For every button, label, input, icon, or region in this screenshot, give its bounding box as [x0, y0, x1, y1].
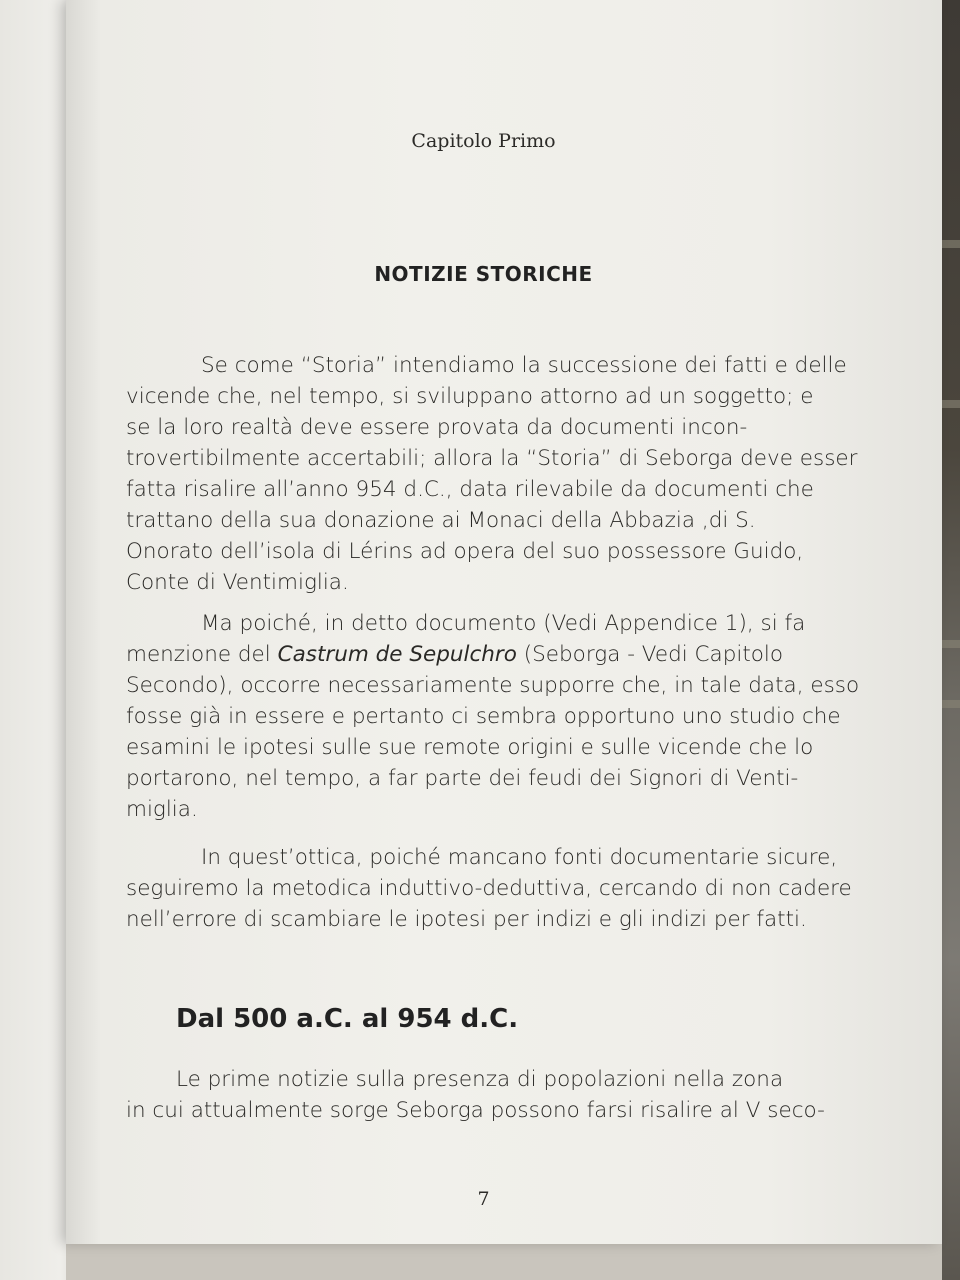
text-line: fatta risalire all’anno 954 d.C., data rilevabile da documenti che [126, 477, 814, 502]
paragraph-3 [126, 842, 852, 935]
text-line: Se come “Storia” intendiamo la successione dei fatti e delle [201, 353, 847, 378]
book-page [66, 0, 942, 1244]
text-line: trattano della sua donazione ai Monaci della Abbazia ,di S. [126, 508, 756, 533]
page-title: NOTIZIE STORICHE [374, 262, 593, 286]
italic-latin-term: Castrum de Sepulchro [277, 642, 517, 667]
section-heading: Dal 500 a.C. al 954 d.C. [176, 1004, 519, 1034]
text-line: Onorato dell’isola di Lérins ad opera del suo possessore Guido, [126, 539, 804, 564]
text-line: vicende che, nel tempo, si sviluppano attorno ad un soggetto; e [126, 384, 814, 409]
text-line: seguiremo la metodica induttivo-deduttiva, cercando di non cadere [126, 876, 852, 901]
text-line [126, 639, 826, 670]
page-number: 7 [477, 1188, 490, 1210]
text-line: Ma poiché, in detto documento (Vedi Appendice 1), si fa [201, 611, 806, 636]
paragraph-1 [126, 350, 858, 598]
text-line: fosse già in essere e pertanto ci sembra opportuno uno studio che [126, 704, 841, 729]
page-stack-bottom [66, 1244, 942, 1280]
text-line: in cui attualmente sorge Seborga possono farsi risalire al V seco- [126, 1098, 825, 1123]
text-line: In quest’ottica, poiché mancano fonti documentarie sicure, [201, 845, 838, 870]
text-fragment: (Seborga - Vedi Capitolo [516, 642, 784, 667]
text-line: portarono, nel tempo, a far parte dei feudi dei Signori di Venti- [126, 766, 799, 791]
text-line: miglia. [126, 797, 198, 822]
paragraph-4 [126, 1064, 826, 1126]
text-line: nell’errore di scambiare le ipotesi per indizi e gli indizi per fatti. [126, 907, 807, 932]
chapter-label: Capitolo Primo [411, 130, 556, 152]
text-line: Secondo), occorre necessariamente supporre che, in tale data, esso [126, 673, 860, 698]
text-line: trovertibilmente accertabili; allora la “Storia” di Seborga deve esser [126, 446, 858, 471]
text-fragment: menzione del [126, 642, 278, 667]
text-line: esamini le ipotesi sulle sue remote origini e sulle vicende che lo [126, 735, 814, 760]
text-line: Conte di Ventimiglia. [126, 570, 349, 595]
text-line: Le prime notizie sulla presenza di popolazioni nella zona [176, 1067, 784, 1092]
text-line: se la loro realtà deve essere provata da documenti incon- [126, 415, 748, 440]
paragraph-2 [126, 608, 860, 825]
